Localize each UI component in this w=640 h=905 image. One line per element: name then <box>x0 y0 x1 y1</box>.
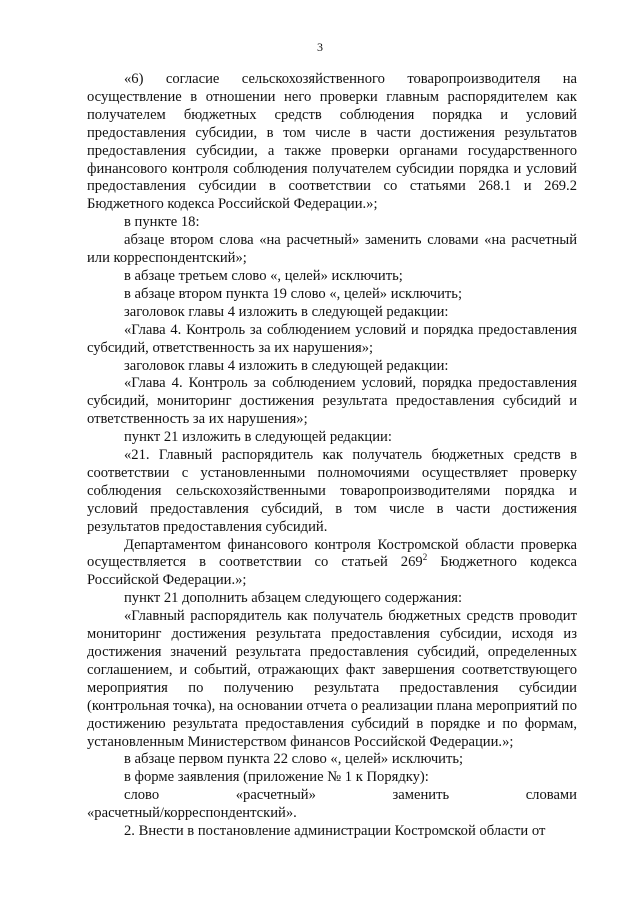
article-269-text-after: Бюджетного кодекса Российской Федерации.»; <box>87 554 577 589</box>
paragraph: в абзаце первом пункта 22 слово «, целей» исключить; <box>124 751 464 768</box>
paragraph: в форме заявления (приложение № 1 к Порядку): <box>124 769 429 786</box>
paragraph-article-269 <box>87 537 577 591</box>
split-word: слово <box>124 787 160 804</box>
paragraph: заголовок главы 4 изложить в следующей редакции: <box>124 303 449 320</box>
paragraph: в пункте 18: <box>124 214 200 231</box>
paragraph: «Глава 4. Контроль за соблюдением условий и порядка предоставления субсидий, ответственность за их нарушения»; <box>87 321 577 356</box>
paragraph: абзаце втором слова «на расчетный» заменить словами «на расчетный или корреспондентский»; <box>87 232 577 267</box>
paragraph: «21. Главный распорядитель как получатель бюджетных средств в соответствии с установленными полномочиями осуществляет проверку соблюдения сельскохозяйственными товаропроизводителями порядка и условий предоставления субсидий, в том числе в части достижения результатов предоставления субсидий. <box>87 447 577 535</box>
split-word: словами <box>525 787 577 804</box>
paragraph: пункт 21 изложить в следующей редакции: <box>124 429 392 446</box>
page-number: 3 <box>317 40 323 54</box>
paragraph: «Глава 4. Контроль за соблюдением условий, порядка предоставления субсидий, мониторинг достижения результата предоставления субсидий и ответственность за их нарушения»; <box>87 375 577 428</box>
document-body <box>87 71 577 841</box>
split-word: заменить <box>392 787 450 804</box>
paragraph: заголовок главы 4 изложить в следующей редакции: <box>124 357 449 374</box>
continuation-line: «расчетный/корреспондентский». <box>87 805 297 822</box>
article-269-superscript: 2 <box>422 552 428 563</box>
split-word: «расчетный» <box>235 787 316 804</box>
paragraph: в абзаце втором пункта 19 слово «, целей» исключить; <box>124 285 462 302</box>
paragraph: пункт 21 дополнить абзацем следующего содержания: <box>124 590 463 607</box>
replace-words-line <box>87 787 577 805</box>
paragraph: «Главный распорядитель как получатель бюджетных средств проводит мониторинг достижения результата предоставления субсидии, исходя из достижения значений результата предоставления субсидий, определенных соглашением, и событий, отражающих факт завершения соответствующего мероприятия по получению результата предоставления субсидии (контрольная точка), на основании отчета о реализации плана мероприятий по достижению результата предоставления субсидий в порядке и по формам, установленным Министерством финансов Российской Федерации.»; <box>87 608 577 750</box>
article-269-text-before: Департаментом финансового контроля Костромской области проверка осуществляется в соответствии со статьей 269 <box>87 536 577 571</box>
final-paragraph: 2. Внести в постановление администрации Костромской области от <box>124 823 546 840</box>
paragraph: «6) согласие сельскохозяйственного товаропроизводителя на осуществление в отношении него проверки главным распорядителем как получателем бюджетных средств соблюдения порядка и условий предоставления субсидии, в том числе в части достижения результатов предоставления субсидии, а также проверки органами государственного финансового контроля соблюдения получателем субсидии порядка и условий предоставления субсидии в соответствии со статьями 268.1 и 269.2 Бюджетного кодекса Российской Федерации.»; <box>87 71 577 213</box>
paragraph: в абзаце третьем слово «, целей» исключить; <box>124 267 403 284</box>
